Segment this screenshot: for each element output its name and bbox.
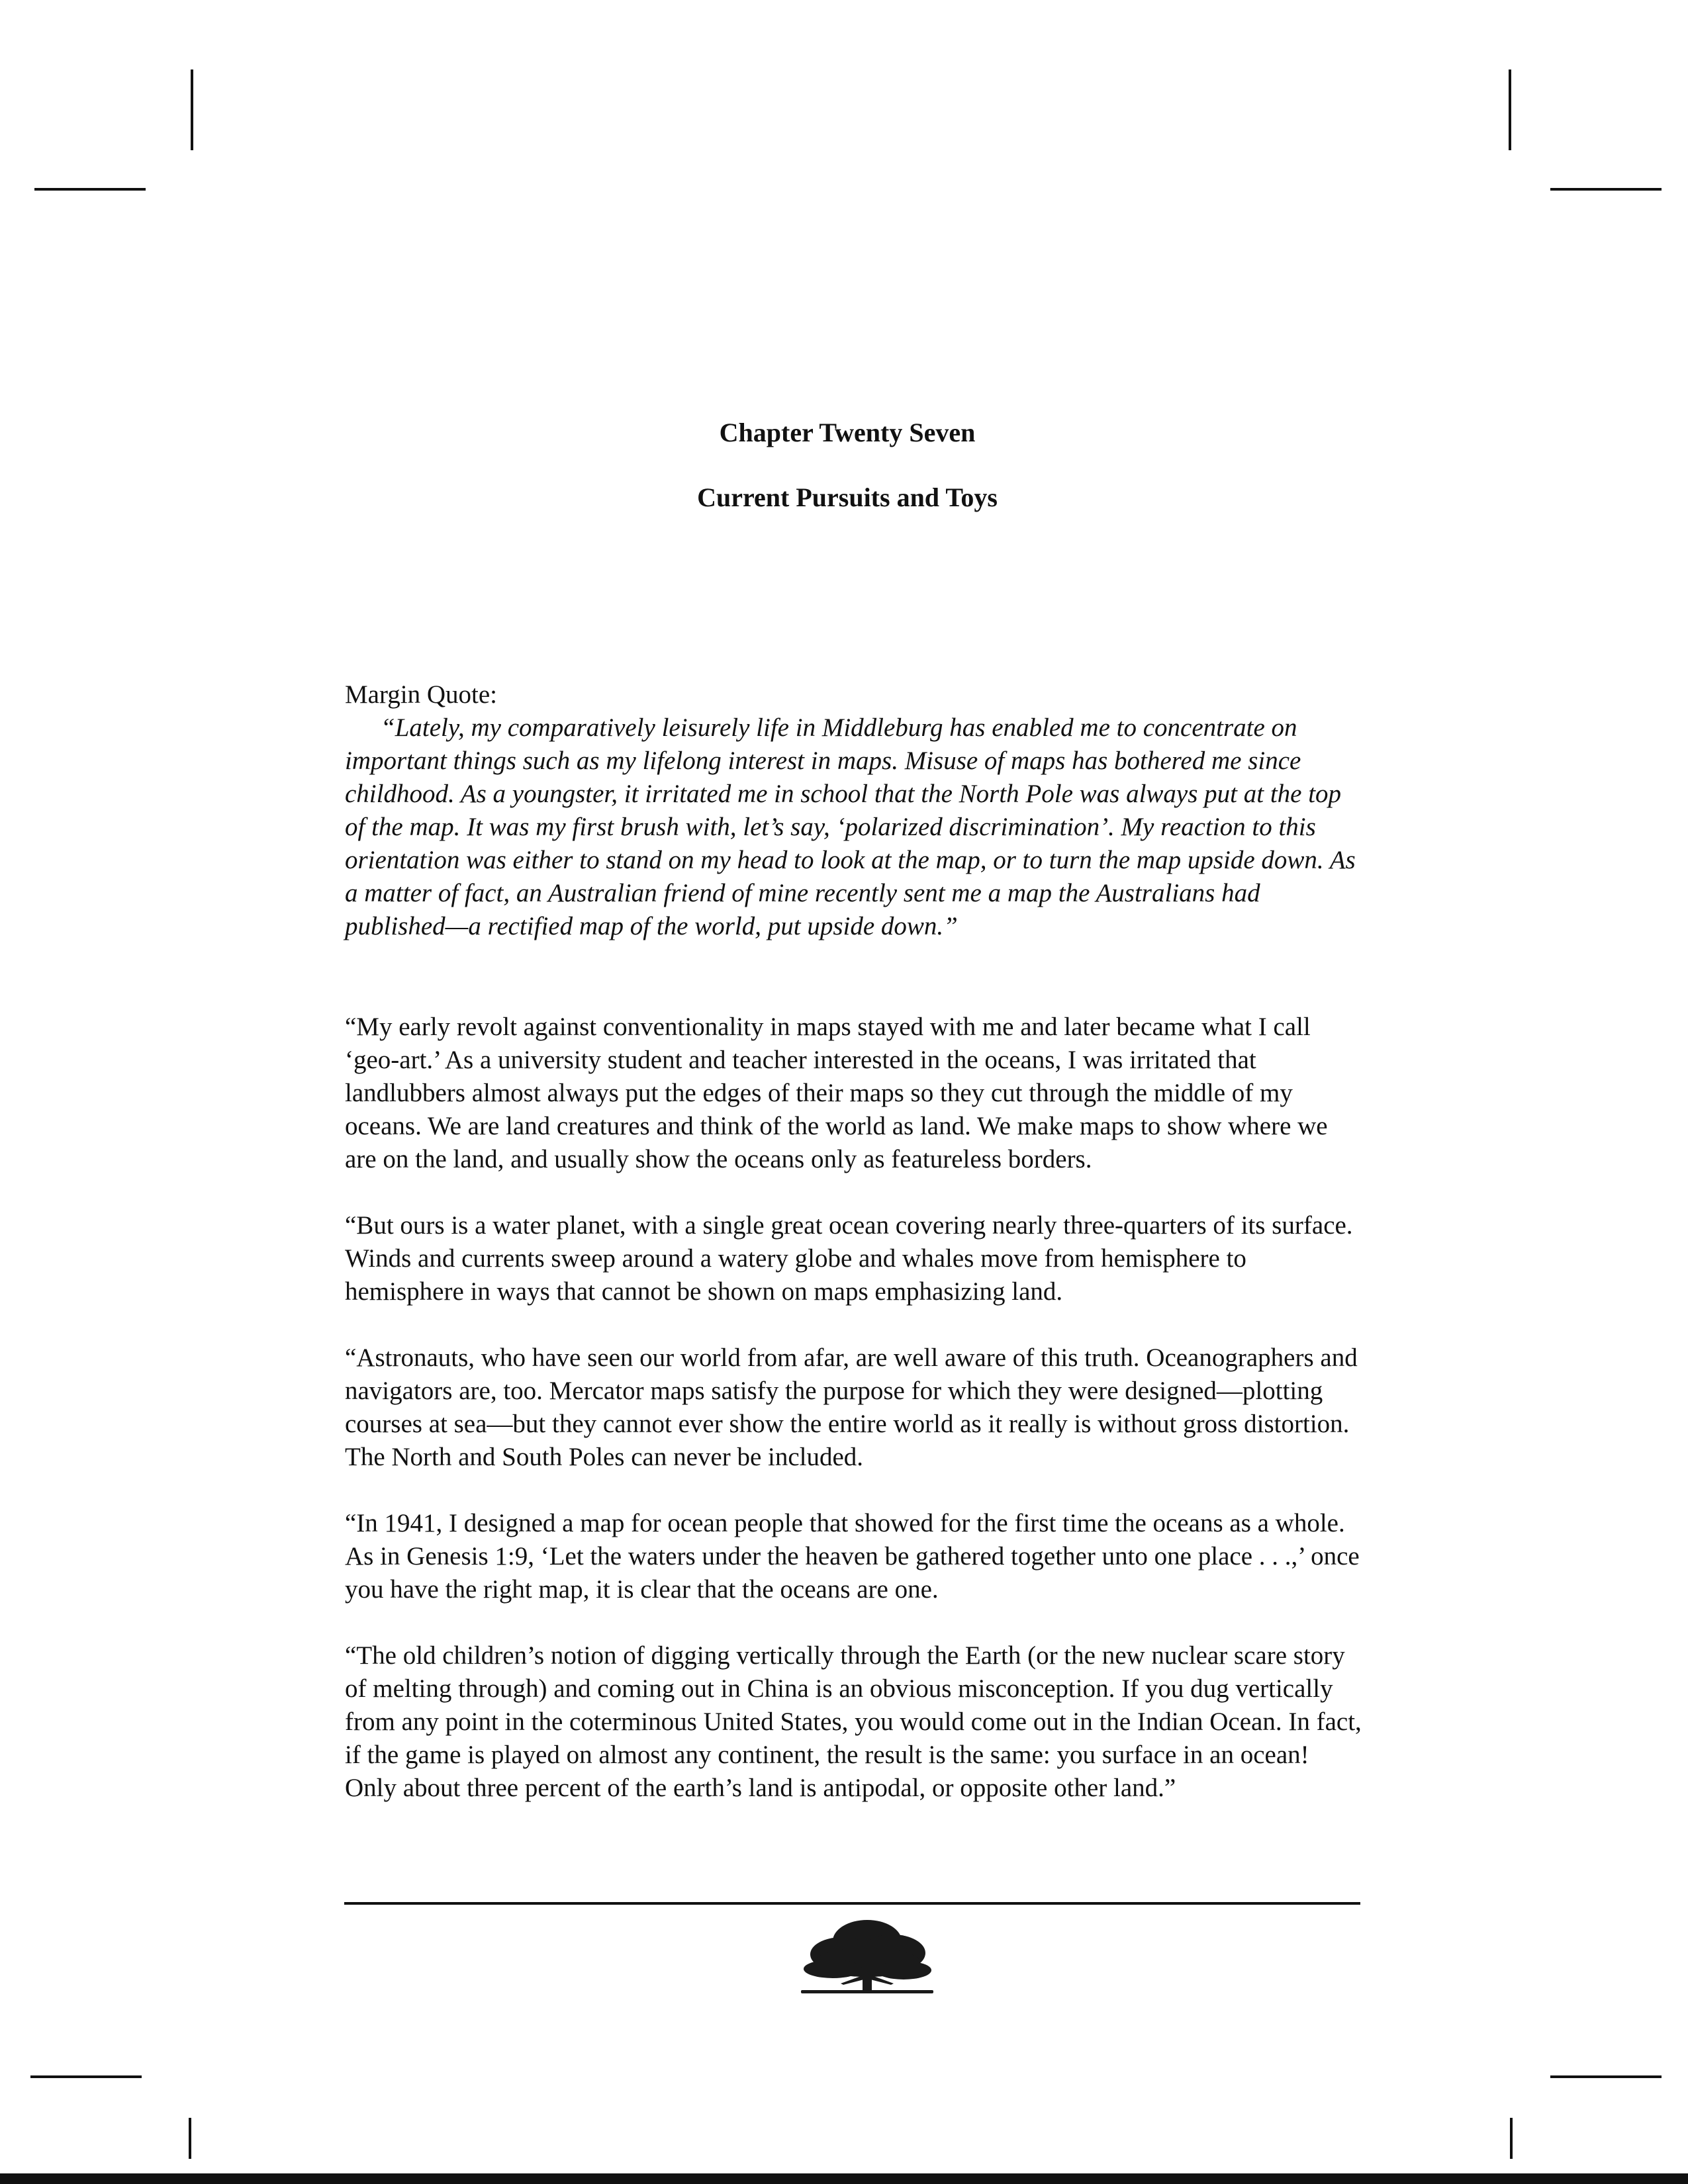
- margin-quote-label: Margin Quote:: [345, 680, 498, 709]
- paragraph: [345, 1342, 1364, 1474]
- crop-mark-bottom-right-vertical: [1510, 2118, 1513, 2159]
- crop-mark-bottom-left-vertical: [189, 2118, 191, 2159]
- paragraph-text: “In 1941, I designed a map for ocean people that showed for the first time the oceans as a whole. As in Genesis 1:9, ‘Let the waters under the heaven be gathered together unto one place . . .,’ once you have the right map, it is clear that the oceans are one.: [345, 1509, 1360, 1604]
- crop-mark-bottom-right-horizontal: [1550, 2075, 1662, 2078]
- paragraph-text: “Astronauts, who have seen our world from afar, are well aware of this truth. Oceanographers and navigators are, too. Mercator maps satisfy the purpose for which they were designed—plotting courses at sea—but they cannot ever show the entire world as it really is without gross distortion. The North and South Poles can never be included.: [345, 1343, 1358, 1471]
- paragraph: [345, 1639, 1364, 1805]
- paragraph-text: “The old children’s notion of digging vertically through the Earth (or the new nuclear scare story of melting through) and coming out in China is an obvious misconception. If you dug vertically from any point in the coterminous United States, you would come out in the Indian Ocean. In fact, if the game is played on almost any continent, the result is the same: you surface in an ocean! Only about three percent of the earth’s land is antipodal, or opposite other land.”: [345, 1641, 1362, 1802]
- oak-tree-icon: [794, 1909, 940, 2005]
- crop-mark-top-left-horizontal: [34, 188, 146, 191]
- chapter-title: Chapter Twenty Seven: [719, 418, 976, 447]
- crop-mark-top-left-vertical: [191, 69, 193, 150]
- crop-mark-bottom-left-horizontal: [30, 2075, 142, 2078]
- paragraph: [345, 1209, 1364, 1308]
- chapter-subtitle: Current Pursuits and Toys: [697, 482, 998, 512]
- margin-quote-text: “Lately, my comparatively leisurely life in Middleburg has enabled me to concentrate on important things such as my lifelong interest in maps. Misuse of maps has bothered me since childhood. As a youngster, it irritated me in school that the North Pole was always put at the top of the map. It was my first brush with, let’s say, ‘polarized discrimination’. My reaction to this orientation was either to stand on my head to look at the map, or to turn the map upside down. As a matter of fact, an Australian friend of mine recently sent me a map the Australians had published—a rectified map of the world, put upside down.”: [345, 713, 1356, 940]
- crop-mark-top-right-horizontal: [1550, 188, 1662, 191]
- paragraph-text: “But ours is a water planet, with a single great ocean covering nearly three-quarters of its surface. Winds and currents sweep around a watery globe and whales move from hemisphere to hemisphere in ways that cannot be shown on maps emphasizing land.: [345, 1211, 1353, 1306]
- footer-rule: [344, 1902, 1360, 1905]
- paragraph-text: “My early revolt against conventionality in maps stayed with me and later became what I call ‘geo-art.’ As a university student and teacher interested in the oceans, I was irritated that landlubbers almost always put the edges of their maps so they cut through the middle of my oceans. We are land creatures and think of the world as land. We make maps to show where we are on the land, and usually show the oceans only as featureless borders.: [345, 1013, 1328, 1173]
- crop-mark-top-right-vertical: [1509, 69, 1511, 150]
- paragraph: [345, 1011, 1364, 1176]
- scan-bottom-edge: [0, 2173, 1688, 2184]
- paragraph: [345, 1507, 1364, 1606]
